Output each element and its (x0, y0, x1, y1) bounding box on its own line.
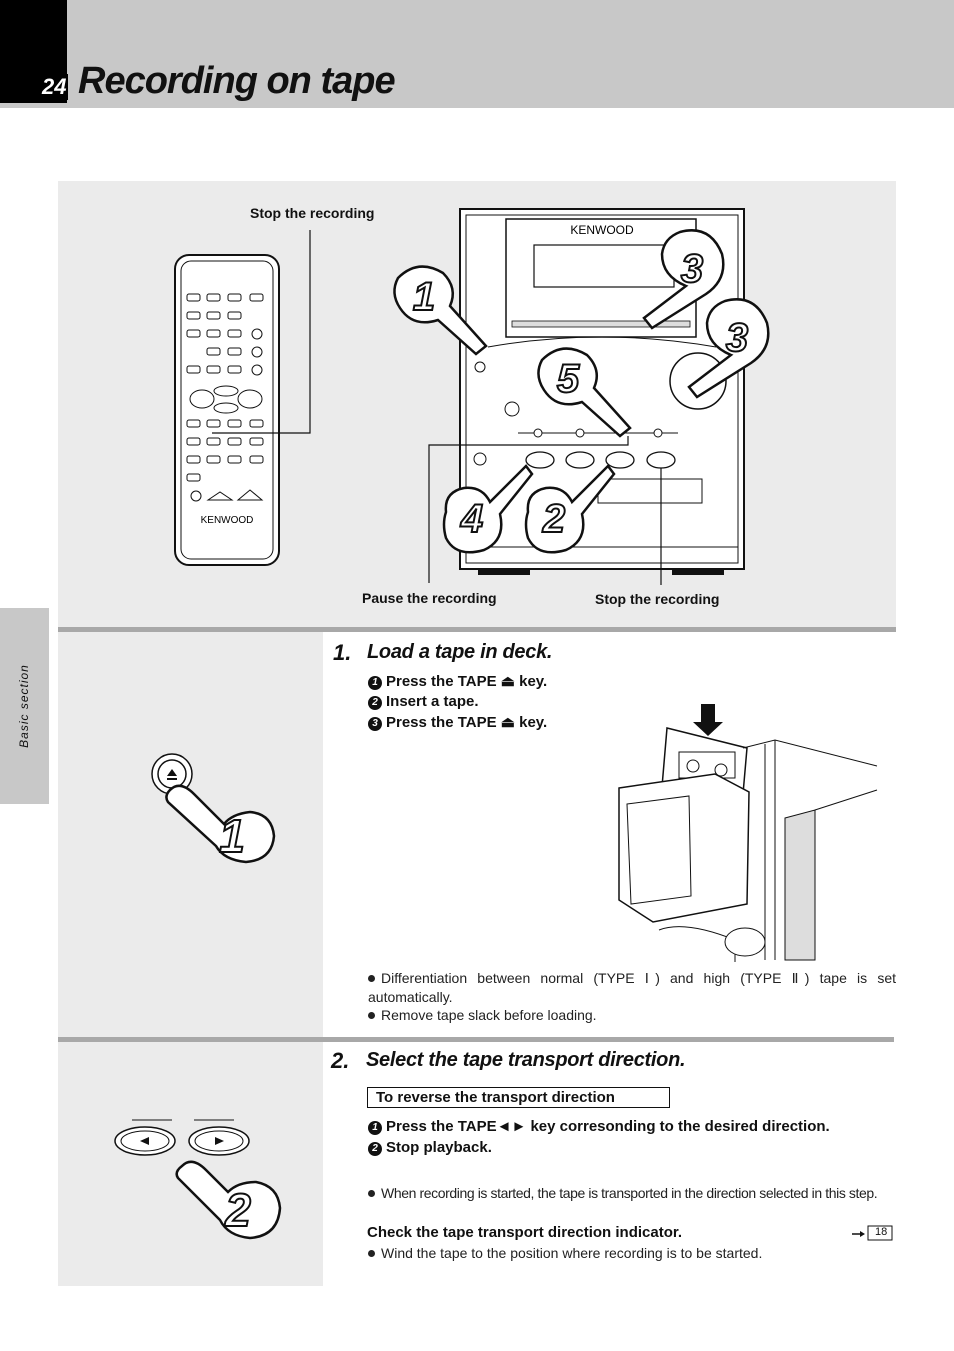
bullet-icon (368, 1012, 375, 1019)
finger-number: 5 (556, 357, 580, 401)
step2-number: 2. (331, 1048, 350, 1073)
circled-number: 2 (368, 696, 382, 710)
step2-title: Select the tape transport direction. (366, 1049, 686, 1071)
cassette-loading-illustration (615, 700, 880, 962)
page-number: 24 (42, 74, 67, 99)
finger-number: 4 (460, 497, 484, 541)
label-pause-recording: Pause the recording (362, 590, 497, 606)
step2-instruction: 2 Stop playback. (368, 1139, 492, 1156)
step1-instruction: 1 Press the TAPE ⏏ key. (368, 672, 547, 690)
step1-instruction: 2 Insert a tape. (368, 693, 479, 710)
step2-instruction: 1 Press the TAPE◄► key corresonding to the desired direction. (368, 1118, 830, 1135)
finger-number: 2 (225, 1184, 251, 1236)
bullet-icon (368, 1190, 375, 1197)
circled-number: 2 (368, 1142, 382, 1156)
page-reference-icon (852, 1224, 894, 1242)
remote-brand: KENWOOD (200, 515, 254, 526)
finger-pointer-icon (532, 340, 632, 440)
finger-number: 3 (680, 247, 704, 291)
finger-pointer-icon (388, 258, 488, 358)
side-tab-label: Basic section (17, 664, 31, 748)
stereo-brand: KENWOOD (570, 223, 634, 237)
page-title: Recording on tape (78, 60, 395, 102)
step1-note: Remove tape slack before loading. (368, 1006, 896, 1025)
step2-note: When recording is started, the tape is transported in the direction selected in this step. (368, 1184, 898, 1203)
finger-number: 1 (219, 810, 245, 862)
step2-note: Wind the tape to the position where recording is to be started. (368, 1244, 896, 1263)
page-reference-number[interactable]: 18 (875, 1226, 888, 1238)
finger-number: 1 (412, 275, 436, 319)
finger-pointer-icon (516, 462, 616, 558)
finger-number: 3 (725, 316, 749, 360)
label-stop-recording-bottom: Stop the recording (595, 591, 720, 607)
circled-number: 3 (368, 717, 382, 731)
finger-pointer-icon (685, 293, 775, 401)
bullet-icon (368, 975, 375, 982)
label-stop-recording-top: Stop the recording (250, 205, 375, 221)
step1-instruction: 3 Press the TAPE ⏏ key. (368, 713, 547, 731)
finger-number: 2 (542, 497, 566, 541)
step1-number: 1. (333, 640, 352, 665)
step1-note: Differentiation between normal (TYPE Ⅰ) and high (TYPE Ⅱ) tape is set automatically. (368, 970, 896, 1005)
circled-number: 1 (368, 1121, 382, 1135)
reverse-direction-box: To reverse the transport direction (367, 1087, 670, 1108)
eject-button-illustration (150, 750, 280, 865)
check-indicator-text: Check the tape transport direction indicator. (367, 1224, 683, 1241)
bullet-icon (368, 1250, 375, 1257)
step1-title: Load a tape in deck. (367, 641, 553, 663)
circled-number: 1 (368, 676, 382, 690)
direction-buttons-illustration (112, 1116, 282, 1241)
